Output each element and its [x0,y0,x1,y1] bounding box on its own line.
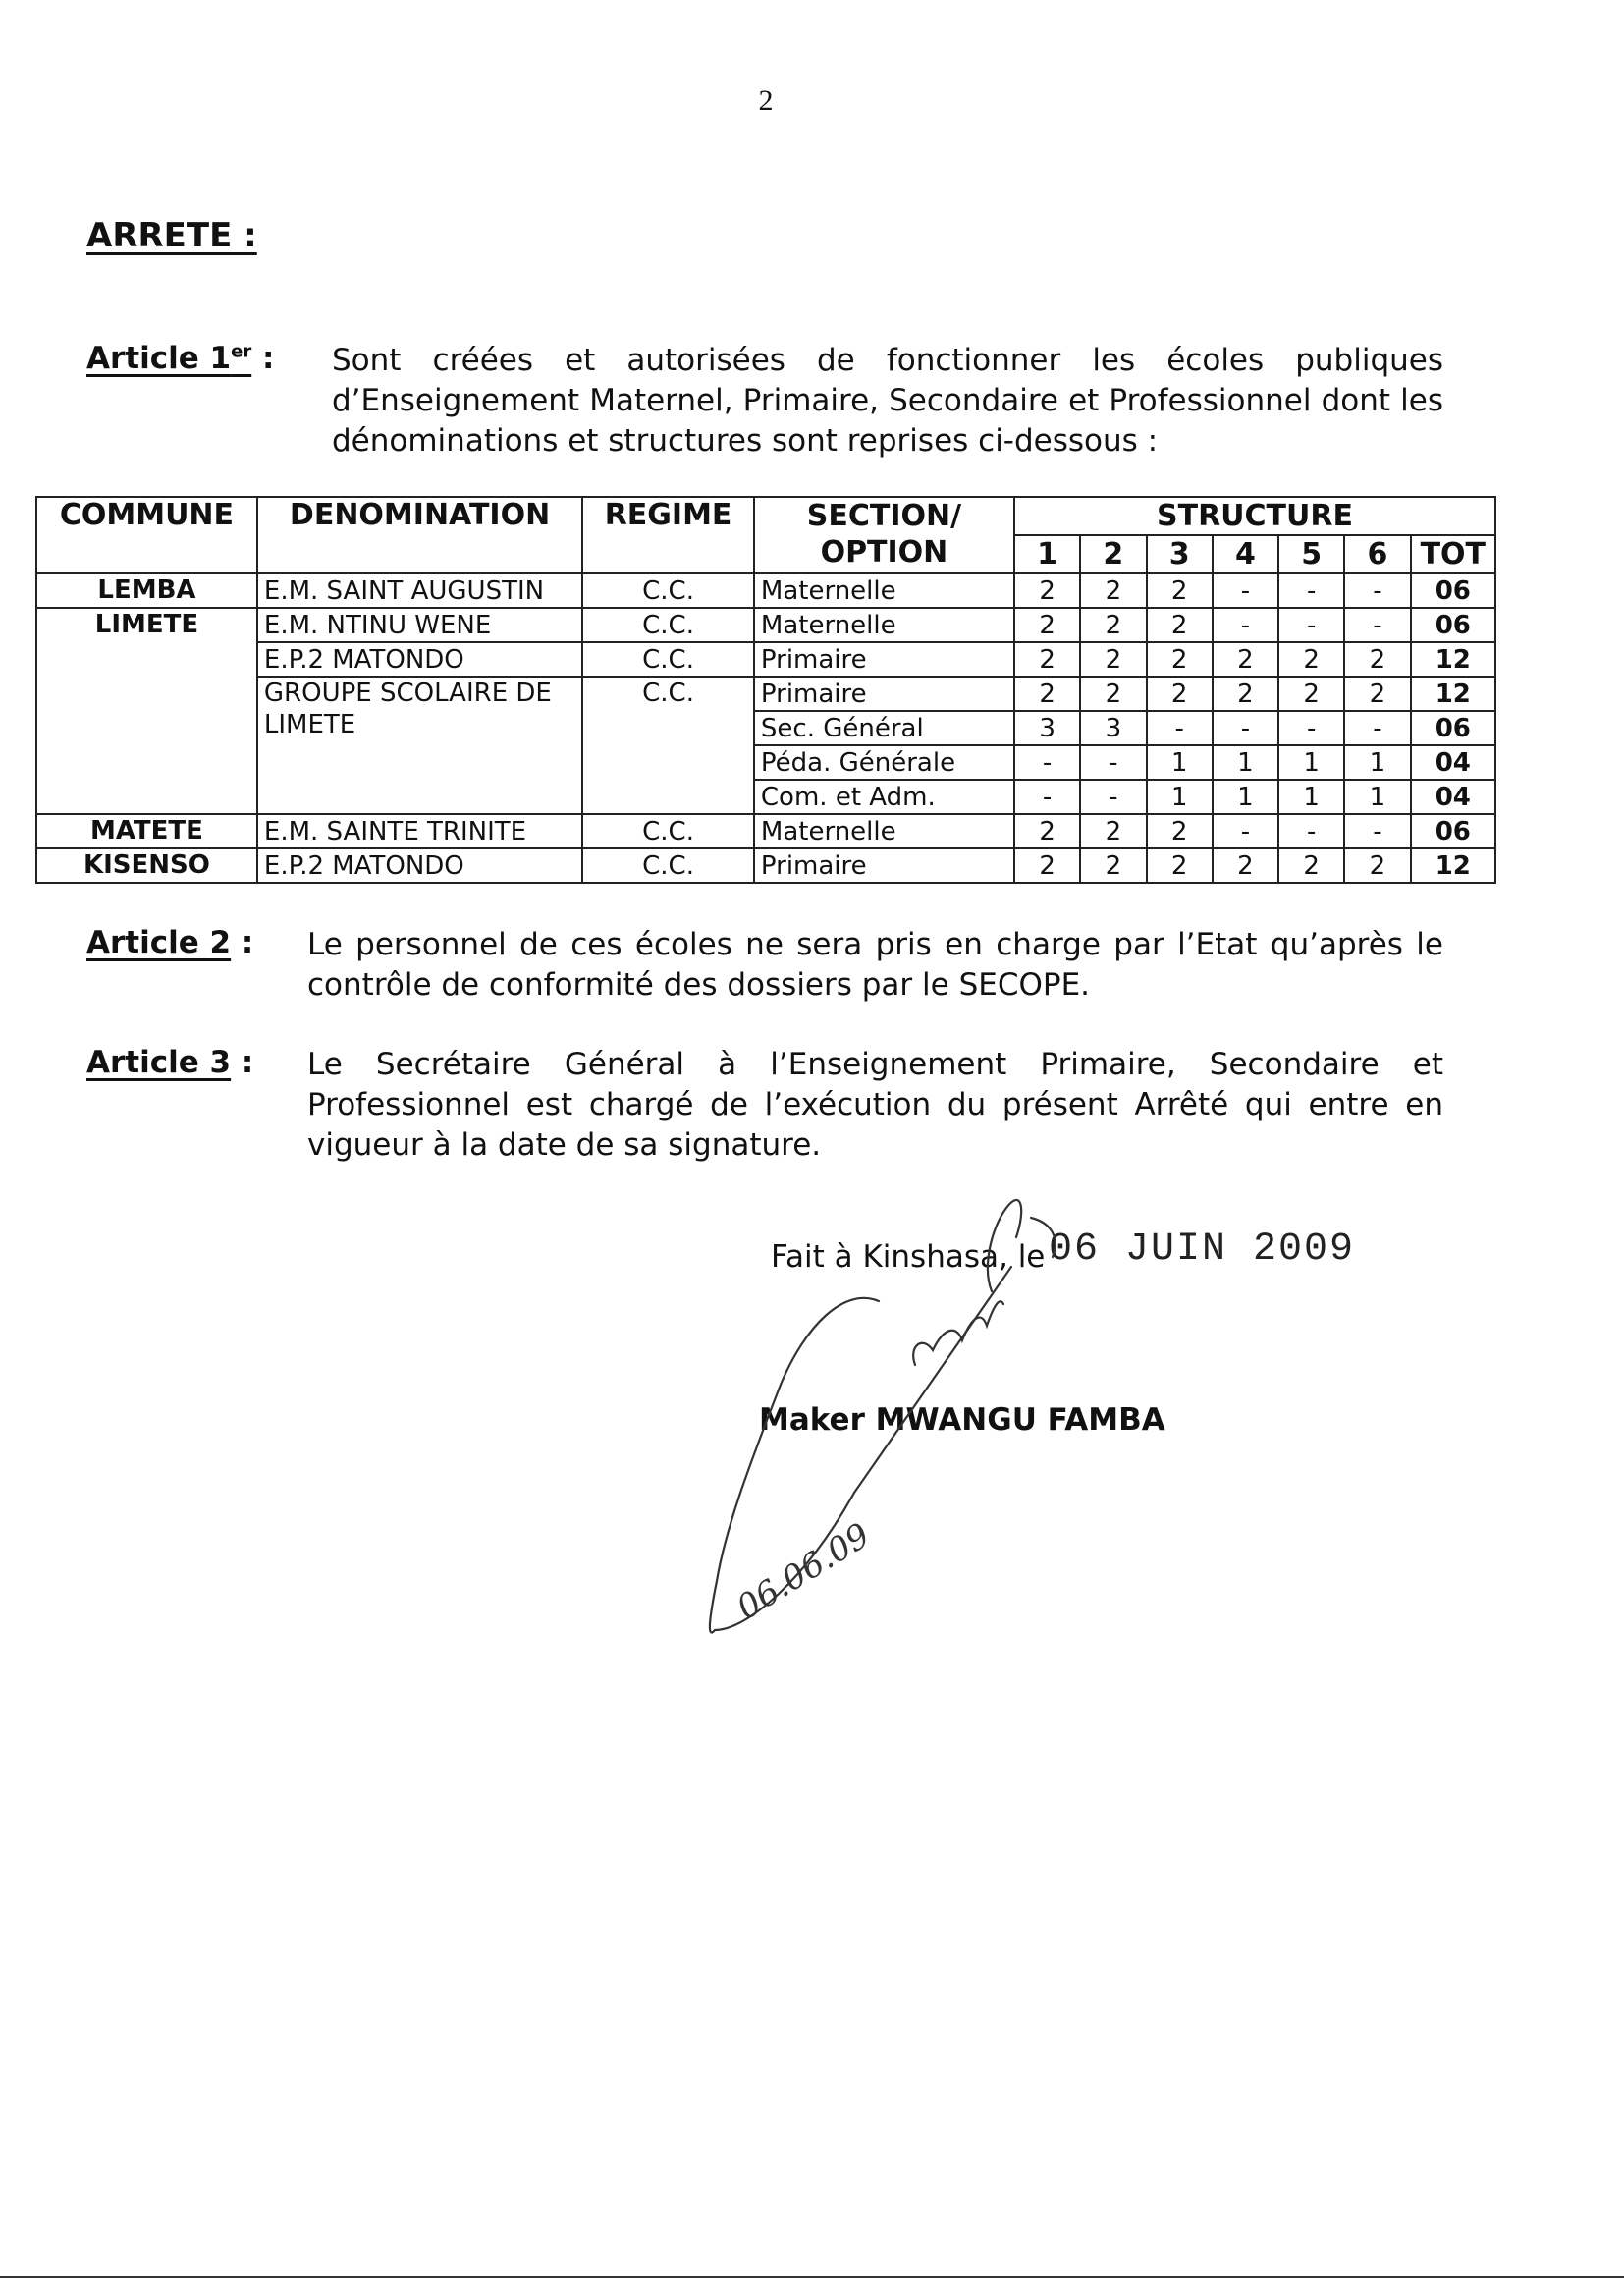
cell-regime: C.C. [582,677,754,814]
cell-total: 06 [1411,608,1495,642]
page-number: 2 [758,84,774,117]
article-1-title: Article 1er [86,341,252,376]
cell-year-1: 2 [1014,573,1080,608]
table-header-row [36,497,1495,535]
cell-year-5: 2 [1278,677,1344,711]
cell-year-2: 3 [1080,711,1146,745]
header-year-1: 1 [1014,535,1080,573]
table-row [36,608,1495,642]
article-2-label [86,925,253,960]
cell-regime: C.C. [582,642,754,677]
article-3-title: Article 3 [86,1045,232,1080]
article-2-colon: : [231,925,254,960]
cell-year-6: 1 [1344,745,1410,780]
signer-name: Maker MWANGU FAMBA [759,1402,1165,1438]
cell-section: Maternelle [754,573,1014,608]
article-2-title: Article 2 [86,925,232,960]
cell-year-1: 2 [1014,677,1080,711]
cell-total: 06 [1411,711,1495,745]
header-commune: COMMUNE [36,497,257,573]
cell-year-4: 2 [1213,677,1278,711]
cell-year-6: - [1344,814,1410,848]
cell-denomination: E.M. SAINT AUGUSTIN [257,573,582,608]
cell-year-1: 2 [1014,642,1080,677]
cell-year-2: 2 [1080,608,1146,642]
header-year-5: 5 [1278,535,1344,573]
article-1-colon: : [251,341,275,376]
cell-section: Primaire [754,642,1014,677]
table-row [36,814,1495,848]
cell-section: Sec. Général [754,711,1014,745]
cell-regime: C.C. [582,814,754,848]
cell-year-1: 2 [1014,814,1080,848]
cell-year-2: 2 [1080,573,1146,608]
cell-section: Maternelle [754,608,1014,642]
cell-year-3: 2 [1147,814,1213,848]
cell-year-6: 2 [1344,677,1410,711]
cell-year-5: 2 [1278,848,1344,883]
header-year-3: 3 [1147,535,1213,573]
cell-year-2: - [1080,745,1146,780]
cell-year-6: - [1344,573,1410,608]
handwritten-date: 06.06.09 [730,1515,878,1628]
cell-year-3: 1 [1147,780,1213,814]
cell-total: 06 [1411,814,1495,848]
article-3-text: Le Secrétaire Général à l’Enseignement Primaire, Secondaire et Professionnel est chargé de l’exécution du présent Arrêté qui entre en vigueur à la date de sa signature. [307,1047,1443,1163]
cell-section: Péda. Générale [754,745,1014,780]
cell-year-6: 2 [1344,848,1410,883]
handwritten-signature [687,1169,1080,1679]
cell-section: Primaire [754,848,1014,883]
header-total: TOT [1411,535,1495,573]
cell-year-5: - [1278,814,1344,848]
cell-denomination: E.M. NTINU WENE [257,608,582,642]
cell-year-6: 2 [1344,642,1410,677]
article-3-label [86,1045,253,1080]
cell-total: 04 [1411,780,1495,814]
cell-commune: LIMETE [36,608,257,814]
cell-year-2: - [1080,780,1146,814]
cell-year-6: - [1344,711,1410,745]
cell-year-4: 1 [1213,745,1278,780]
cell-year-6: 1 [1344,780,1410,814]
header-year-2: 2 [1080,535,1146,573]
cell-year-4: 2 [1213,642,1278,677]
cell-commune: LEMBA [36,573,257,608]
cell-section: Com. et Adm. [754,780,1014,814]
cell-year-5: 2 [1278,642,1344,677]
cell-year-4: - [1213,573,1278,608]
cell-year-4: - [1213,711,1278,745]
cell-total: 04 [1411,745,1495,780]
cell-total: 12 [1411,677,1495,711]
article-3-colon: : [231,1045,254,1080]
cell-year-1: 3 [1014,711,1080,745]
cell-commune: KISENSO [36,848,257,883]
cell-commune: MATETE [36,814,257,848]
cell-year-4: - [1213,608,1278,642]
cell-year-3: 2 [1147,573,1213,608]
cell-regime: C.C. [582,573,754,608]
scan-bottom-edge [0,2276,1624,2278]
cell-year-5: 1 [1278,780,1344,814]
cell-denomination: E.M. SAINTE TRINITE [257,814,582,848]
cell-year-4: 2 [1213,848,1278,883]
table-row [36,573,1495,608]
header-regime: REGIME [582,497,754,573]
cell-year-3: 1 [1147,745,1213,780]
cell-year-3: 2 [1147,677,1213,711]
cell-year-1: 2 [1014,848,1080,883]
header-section-option: SECTION/ OPTION [754,497,1014,573]
cell-year-3: - [1147,711,1213,745]
cell-year-1: 2 [1014,608,1080,642]
cell-year-5: - [1278,573,1344,608]
article-1-label [86,341,274,376]
place-and-date: Fait à Kinshasa, le [771,1239,1046,1275]
cell-year-5: 1 [1278,745,1344,780]
cell-total: 12 [1411,642,1495,677]
cell-regime: C.C. [582,848,754,883]
date-stamp: 06 JUIN 2009 [1049,1227,1356,1272]
cell-year-5: - [1278,608,1344,642]
cell-denomination: E.P.2 MATONDO [257,848,582,883]
cell-year-4: - [1213,814,1278,848]
cell-year-3: 2 [1147,642,1213,677]
cell-year-3: 2 [1147,848,1213,883]
cell-year-1: - [1014,745,1080,780]
header-denomination: DENOMINATION [257,497,582,573]
cell-regime: C.C. [582,608,754,642]
decree-heading: ARRETE : [86,216,257,255]
table-row [36,848,1495,883]
schools-structure-table [35,496,1496,884]
header-year-4: 4 [1213,535,1278,573]
cell-denomination: E.P.2 MATONDO [257,642,582,677]
header-structure: STRUCTURE [1014,497,1495,535]
cell-denomination: GROUPE SCOLAIRE DE LIMETE [257,677,582,814]
cell-year-4: 1 [1213,780,1278,814]
cell-year-5: - [1278,711,1344,745]
cell-total: 06 [1411,573,1495,608]
cell-total: 12 [1411,848,1495,883]
cell-section: Primaire [754,677,1014,711]
cell-year-1: - [1014,780,1080,814]
cell-year-6: - [1344,608,1410,642]
header-year-6: 6 [1344,535,1410,573]
cell-year-2: 2 [1080,642,1146,677]
cell-year-3: 2 [1147,608,1213,642]
cell-section: Maternelle [754,814,1014,848]
cell-year-2: 2 [1080,848,1146,883]
cell-year-2: 2 [1080,814,1146,848]
article-2-text: Le personnel de ces écoles ne sera pris en charge par l’Etat qu’après le contrôle de conformité des dossiers par le SECOPE. [307,927,1443,1003]
article-1-text: Sont créées et autorisées de fonctionner les écoles publiques d’Enseignement Maternel, Primaire, Secondaire et Professionnel dont les dénominations et structures sont reprises ci-dessous : [332,343,1443,459]
cell-year-2: 2 [1080,677,1146,711]
